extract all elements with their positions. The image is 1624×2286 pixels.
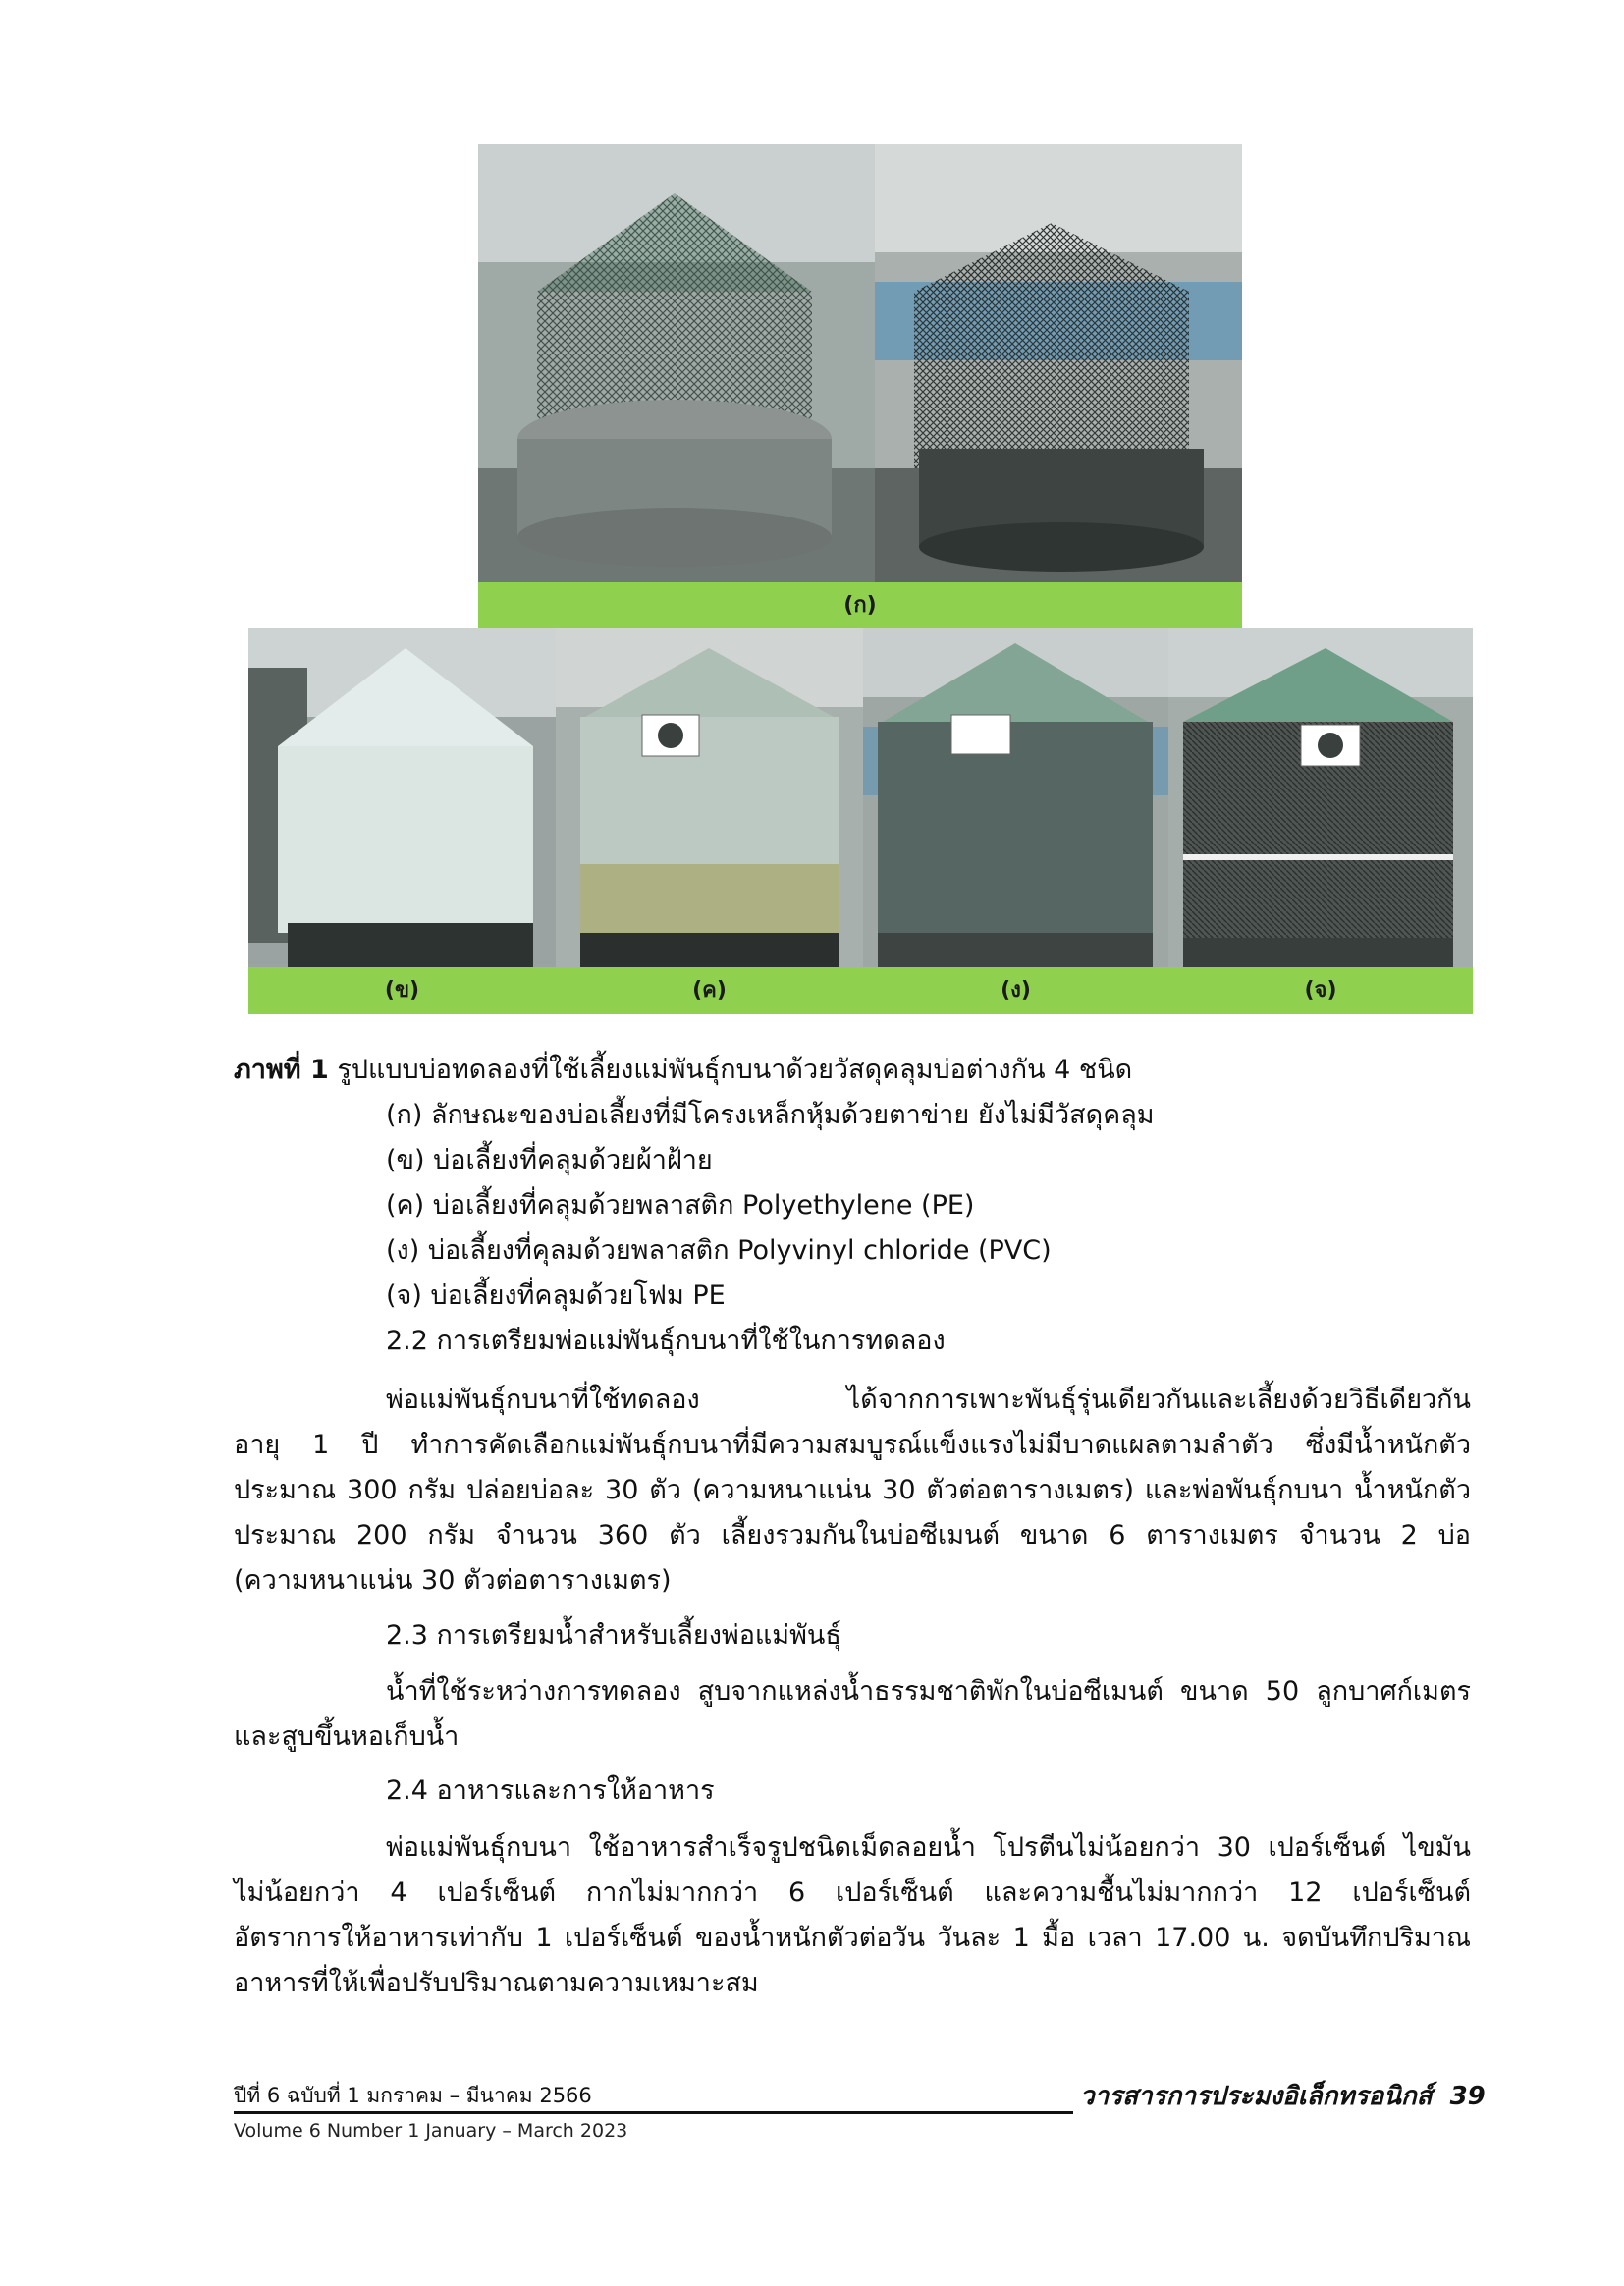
figure-a-label: (ก)	[843, 593, 877, 618]
caption-item: (ง) บ่อเลี้ยงที่คุลมด้วยพลาสติก Polyvinyl chloride (PVC)	[386, 1235, 1052, 1266]
caption-item: (ค) บ่อเลี้ยงที่คลุมด้วยพลาสติก Polyethylene (PE)	[386, 1190, 975, 1221]
paragraph-line: (ความหนาแน่น 30 ตัวต่อตารางเมตร)	[234, 1565, 672, 1596]
photo-c	[556, 628, 863, 967]
section-heading-2-4: 2.4 อาหารและการให้อาหาร	[386, 1775, 715, 1806]
paragraph-line: และสูบขึ้นหอเก็บน้ำ	[234, 1721, 460, 1752]
paragraph-line: ประมาณ 300 กรัม ปล่อยบ่อละ 30 ตัว (ความหนาแน่น 30 ตัวต่อตารางเมตร) และพ่อพันธุ์กบนา น้ำหนักตัว	[234, 1475, 1471, 1505]
paragraph-line: น้ำที่ใช้ระหว่างการทดลอง สูบจากแหล่งน้ำธรรมชาติพักในบ่อซีเมนต์ ขนาด 50 ลูกบาศก์เมตร	[386, 1676, 1471, 1707]
photo-d	[863, 628, 1168, 967]
paragraph-line: พ่อแม่พันธุ์กบนา ใช้อาหารสำเร็จรูปชนิดเม็ดลอยน้ำ โปรตีนไม่น้อยกว่า 30 เปอร์เซ็นต์ ไขมัน	[386, 1832, 1471, 1863]
photo-e	[1168, 628, 1473, 967]
caption-title: รูปแบบบ่อทดลองที่ใช้เลี้ยงแม่พันธุ์กบนาด้วยวัสดุคลุมบ่อต่างกัน 4 ชนิด	[328, 1055, 1133, 1085]
photo-a-left	[478, 144, 875, 582]
figure-d-label: (ง)	[1001, 978, 1031, 1003]
paragraph-line: อาหารที่ให้เพื่อปรับปริมาณตามความเหมาะสม	[234, 1968, 759, 1998]
footer-rule	[234, 2111, 1073, 2114]
paragraph-line: อายุ 1 ปี ทำการคัดเลือกแม่พันธุ์กบนาที่มีความสมบูรณ์แข็งแรงไม่มีบาดแผลตามลำตัว ซึ่งมีน้ำหนักตัว	[234, 1430, 1471, 1460]
paragraph-line: พ่อแม่พันธุ์กบนาที่ใช้ทดลอง ได้จากการเพาะพันธุ์รุ่นเดียวกันและเลี้ยงด้วยวิธีเดียวกัน	[386, 1385, 1471, 1415]
photo-b	[248, 628, 556, 967]
photo-a-right	[875, 144, 1242, 582]
paragraph-line: อัตราการให้อาหารเท่ากับ 1 เปอร์เซ็นต์ ของน้ำหนักตัวต่อวัน วันละ 1 มื้อ เวลา 17.00 น. จดบันทึกปริมาณ	[234, 1923, 1471, 1953]
footer-issue-thai: ปีที่ 6 ฉบับที่ 1 มกราคม – มีนาคม 2566	[234, 2084, 592, 2107]
caption-item: (จ) บ่อเลี้ยงที่คลุมด้วยโฟม PE	[386, 1280, 726, 1311]
paragraph-line: ไม่น้อยกว่า 4 เปอร์เซ็นต์ กากไม่มากกว่า 6 เปอร์เซ็นต์ และความชื้นไม่มากกว่า 12 เปอร์เซ็นต์	[234, 1878, 1471, 1908]
journal-name: วารสารการประมงอิเล็กทรอนิกส์	[1080, 2082, 1433, 2111]
caption-item: (ข) บ่อเลี้ยงที่คลุมด้วยผ้าฝ้าย	[386, 1145, 713, 1175]
paragraph-line: ประมาณ 200 กรัม จำนวน 360 ตัว เลี้ยงรวมกันในบ่อซีเมนต์ ขนาด 6 ตารางเมตร จำนวน 2 บ่อ	[234, 1520, 1471, 1551]
section-heading-2-2: 2.2 การเตรียมพ่อแม่พันธุ์กบนาที่ใช้ในการทดลอง	[386, 1326, 946, 1356]
caption-item: (ก) ลักษณะของบ่อเลี้ยงที่มีโครงเหล็กหุ้มด้วยตาข่าย ยังไม่มีวัสดุคลุม	[386, 1100, 1155, 1130]
footer-issue-english: Volume 6 Number 1 January – March 2023	[234, 2120, 628, 2142]
footer-journal	[1080, 2080, 1486, 2113]
figure-c-label: (ค)	[692, 978, 727, 1003]
section-heading-2-3: 2.3 การเตรียมน้ำสำหรับเลี้ยงพ่อแม่พันธุ์	[386, 1620, 841, 1651]
figure-e-label: (จ)	[1304, 978, 1337, 1003]
caption-prefix: ภาพที่ 1	[234, 1055, 329, 1085]
page-number: 39	[1449, 2082, 1486, 2111]
figure-b-label: (ข)	[384, 978, 420, 1003]
figure-caption	[234, 1051, 1132, 1090]
